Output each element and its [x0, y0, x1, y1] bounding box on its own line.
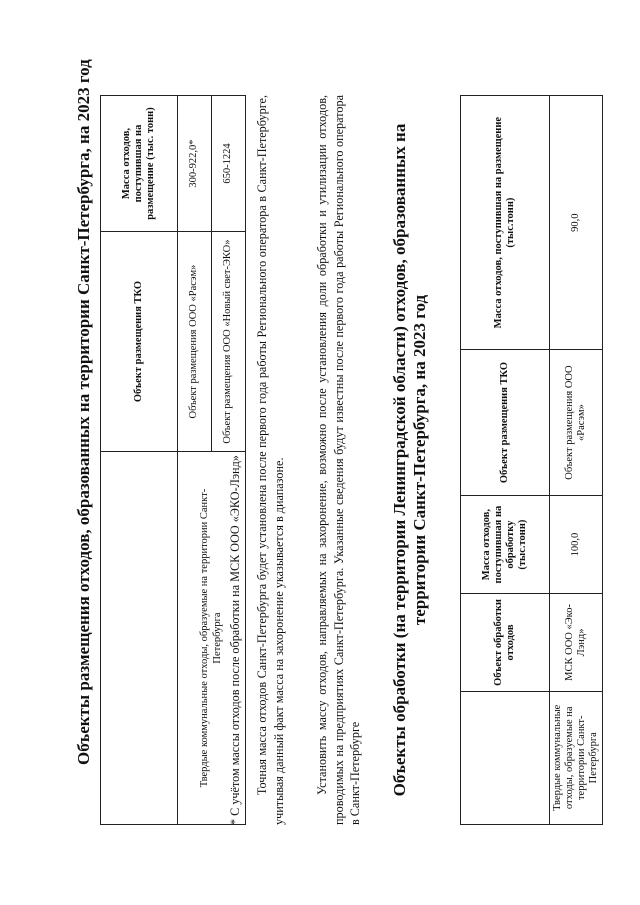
processing-object-cell: МСК ООО «Эко-Лэнд»: [550, 594, 603, 691]
placement-object-cell: Объект размещения ООО «Расэм»: [550, 350, 603, 496]
table-header-cell: Масса отходов, поступившая на размещение (тыс. тонн): [101, 96, 178, 232]
table-header-cell: Объект размещения ТКО: [101, 232, 178, 452]
placement-mass-cell: 650-1224: [212, 96, 246, 232]
section1-title: Объекты размещения отходов, образованных на территории Санкт-Петербурга, на 2023 год: [74, 59, 93, 765]
waste-type-cell: Твердые коммунальные отходы, образуемые на территории Санкт-Петербурга: [178, 452, 246, 825]
paragraph-text: Установить массу отходов, направляемых на захоронение, возможно после установления доли обработки и утилизации отходов, проводимых на предприятиях Санкт-Петербурга. Указанные сведения будут известны после первого года работы Регионального оператора в Санкт-Петербурге: [315, 95, 362, 825]
placement-object-cell: Объект размещения ООО «Расэм»: [178, 232, 212, 452]
placement-table: [100, 95, 246, 825]
waste-type-cell: Твердые коммунальные отходы, образуемые на территории Санкт-Петербурга: [550, 691, 603, 824]
table-header-cell: Масса отходов, поступившая на обработку (тыс.тонн): [461, 495, 550, 593]
placement-mass-cell: 90,0: [550, 96, 603, 350]
table-row: [550, 96, 603, 825]
section2-title: Объекты обработки (на территории Ленинградской области) отходов, образованных на территории Санкт-Петербурга, на 2023 год: [390, 123, 429, 797]
paragraph-landfill-mass: [314, 95, 364, 825]
placement-mass-cell: 300-922,0*: [178, 96, 212, 232]
table-header-cell: Объект обработки отходов: [461, 594, 550, 691]
table-header-cell: Масса отходов, поступившая на размещение (тыс.тонн): [461, 96, 550, 350]
processing-table: [460, 95, 603, 825]
table-row: [178, 96, 212, 825]
placement-object-cell: Объект размещения ООО «Новый свет-ЭКО»: [212, 232, 246, 452]
table-header-cell: [461, 691, 550, 824]
table-header-cell: [101, 452, 178, 825]
paragraph-text: Точная масса отходов Санкт-Петербурга будет установлена после первого года работы Регионального оператора в Санкт-Петербурге, учитывая данный факт масса на захоронение указывается в диапазоне.: [255, 95, 286, 825]
processing-mass-cell: 100,0: [550, 495, 603, 593]
paragraph-exact-mass: [254, 95, 287, 825]
table-footnote: * С учётом массы отходов после обработки на МСК ООО «ЭКО-Лэнд»: [228, 455, 242, 825]
table-header-row: [461, 96, 550, 825]
table-header-row: [101, 96, 178, 825]
table-header-cell: Объект размещения ТКО: [461, 350, 550, 496]
